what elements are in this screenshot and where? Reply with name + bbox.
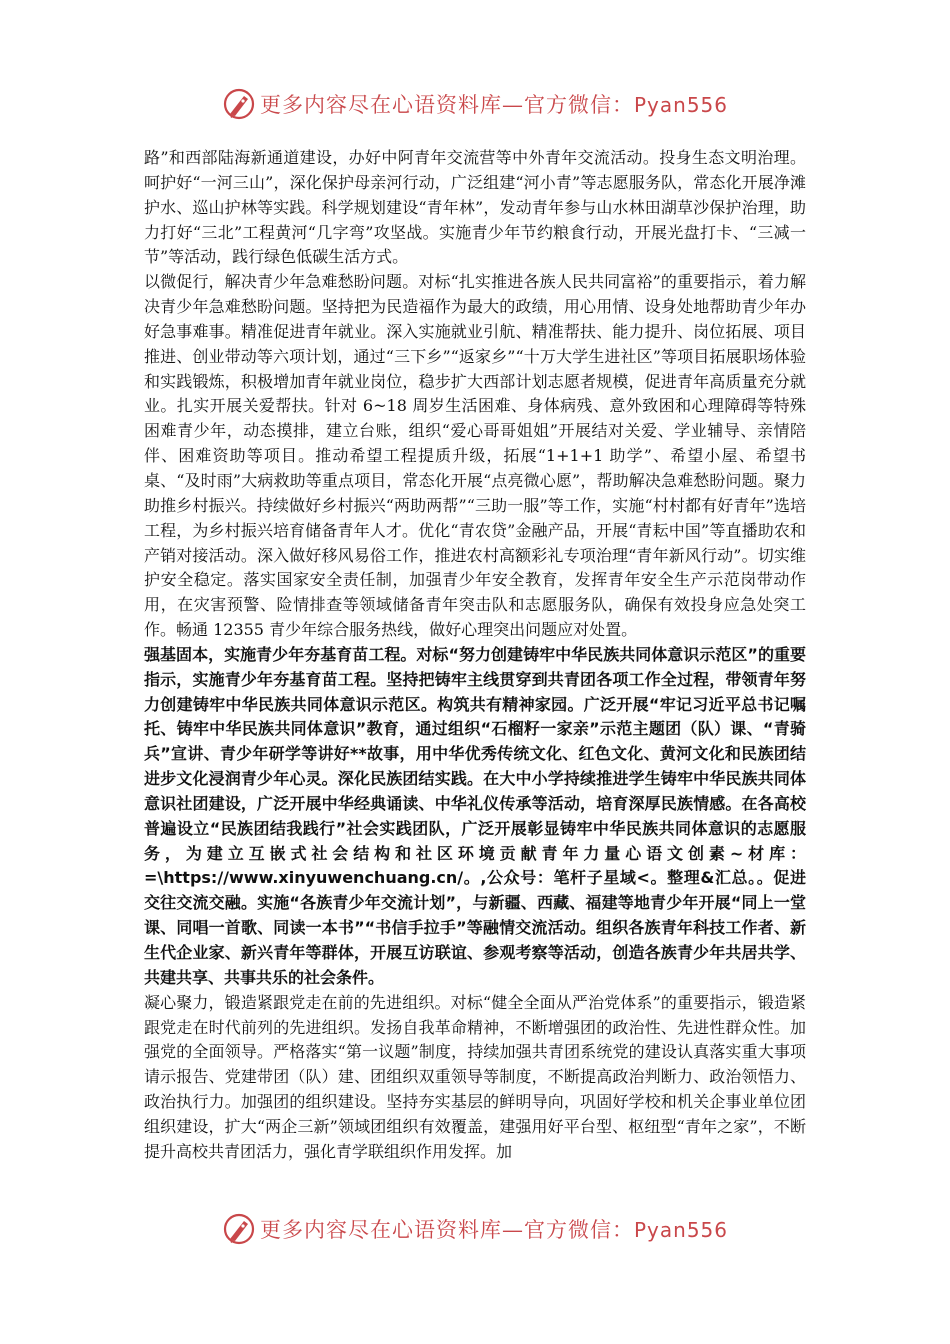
banner-text xyxy=(260,1214,728,1244)
paragraph-4: 凝心聚力，锻造紧跟党走在前的先进组织。对标“健全全面从严治党体系”的重要指示，锻造紧跟党走在时代前列的先进组织。发扬自我革命精神，不断增强团的政治性、先进性群众性。加强党的全面领导。严格落实“第一议题”制度，持续加强共青团系统党的建设认真落实重大事项请示报告、党建带团（队）建、团组织双重领导等制度，不断提高政治判断力、政治领悟力、政治执行力。加强团的组织建设。坚持夯实基层的鲜明导向，巩固好学校和机关企事业单位团组织建设，扩大“两企三新”领域团组织有效覆盖，建强用好平台型、枢纽型“青年之家”，不断提升高校共青团活力，强化青学联组织作用发挥。加 xyxy=(144,992,806,1161)
banner-main-text: 更多内容尽在心语资料库 xyxy=(259,93,502,117)
paragraph-3: 强基固本，实施青少年夯基育苗工程。对标“努力创建铸牢中华民族共同体意识示范区”的重要指示，实施青少年夯基育苗工程。坚持把铸牢主线贯穿到共青团各项工作全过程，带领青年努力创建铸牢中华民族共同体意识示范区。构筑共有精神家园。广泛开展“牢记习近平总书记嘱托、铸牢中华民族共同体意识”教育，通过组织“石榴籽一家亲”示范主题团（队）课、“青骑兵”宣讲、青少年研学等讲好**故事，用中华优秀传统文化、红色文化、黄河文化和民族团结进步文化浸润青少年心灵。深化民族团结实践。在大中小学持续推进学生铸牢中华民族共同体意识社团建设，广泛开展中华经典诵读、中华礼仪传承等活动，培育深厚民族情感。在各高校普遍设立“民族团结我践行”社会实践团队，广泛开展彰显铸牢中华民族共同体意识的志愿服务，为建立互嵌式社会结构和社区环境贡献青年力量心语文创素~材库：=\https://www.xinyuwenchuang.cn/。,公众号：笔杆子星域<。整理&汇总。。促进交往交流交融。实施“各族青少年交流计划”，与新疆、西藏、福建等地青少年开展“同上一堂课、同唱一首歌、同读一本书”“书信手拉手”等融情交流活动。组织各族青年科技工作者、新生代企业家、新兴青年等群体，开展互访联谊、参观考察等活动，创造各族青少年共居共学、共建共享、共事共乐的社会条件。 xyxy=(144,644,806,987)
banner-wechat-id: Pyan556 xyxy=(633,93,728,117)
banner-text xyxy=(260,89,728,119)
banner-wechat-id: Pyan556 xyxy=(633,1218,728,1242)
paragraph-1: 路”和西部陆海新通道建设，办好中阿青年交流营等中外青年交流活动。投身生态文明治理。呵护好“一河三山”，深化保护母亲河行动，广泛组建“河小青”等志愿服务队，常态化开展净滩护水、巡山护林等实践。科学规划建设“青年林”，发动青年参与山水林田湖草沙保护治理，助力打好“三北”工程黄河“几字弯”攻坚战。实施青少年节约粮食行动，开展光盘打卡、“三减一节”等活动，践行绿色低碳生活方式。 xyxy=(144,148,806,267)
banner-main-text: 更多内容尽在心语资料库 xyxy=(259,1218,502,1242)
banner-wechat-label: 官方微信： xyxy=(523,93,634,117)
header-banner xyxy=(0,86,950,122)
document-body xyxy=(144,146,806,1165)
banner-separator: — xyxy=(501,1218,524,1242)
footer-banner xyxy=(0,1211,950,1247)
pen-nib-logo-icon xyxy=(222,1212,256,1246)
banner-wechat-label: 官方微信： xyxy=(523,1218,634,1242)
banner-separator: — xyxy=(501,93,524,117)
paragraph-2: 以微促行，解决青少年急难愁盼问题。对标“扎实推进各族人民共同富裕”的重要指示，着力解决青少年急难愁盼问题。坚持把为民造福作为最大的政绩，用心用情、设身处地帮助青少年办好急事难事。精准促进青年就业。深入实施就业引航、精准帮扶、能力提升、岗位拓展、项目推进、创业带动等六项计划，通过“三下乡”“返家乡”“十万大学生进社区”等项目拓展职场体验和实践锻炼，积极增加青年就业岗位，稳步扩大西部计划志愿者规模，促进青年高质量充分就业。扎实开展关爱帮扶。针对 6~18 周岁生活困难、身体病残、意外致困和心理障碍等特殊困难青少年，动态摸排，建立台账，组织“爱心哥哥姐姐”开展结对关爱、学业辅导、亲情陪伴、困难资助等项目。推动希望工程提质升级，拓展“1+1+1 助学”、希望小屋、希望书桌、“及时雨”大病救助等重点项目，常态化开展“点亮微心愿”，帮助解决急难愁盼问题。聚力助推乡村振兴。持续做好乡村振兴“两助两帮”“三助一服”等工作，实施“村村都有好青年”选培工程，为乡村振兴培育储备青年人才。优化“青农贷”金融产品，开展“青耘中国”等直播助农和产销对接活动。深入做好移风易俗工作，推进农村高额彩礼专项治理“青年新风行动”。切实维护安全稳定。落实国家安全责任制，加强青少年安全教育，发挥青年安全生产示范岗带动作用，在灾害预警、险情排查等领域储备青年突击队和志愿服务队，确保有效投身应急处突工作。畅通 12355 青少年综合服务热线，做好心理突出问题应对处置。 xyxy=(144,272,806,640)
pen-nib-logo-icon xyxy=(222,87,256,121)
